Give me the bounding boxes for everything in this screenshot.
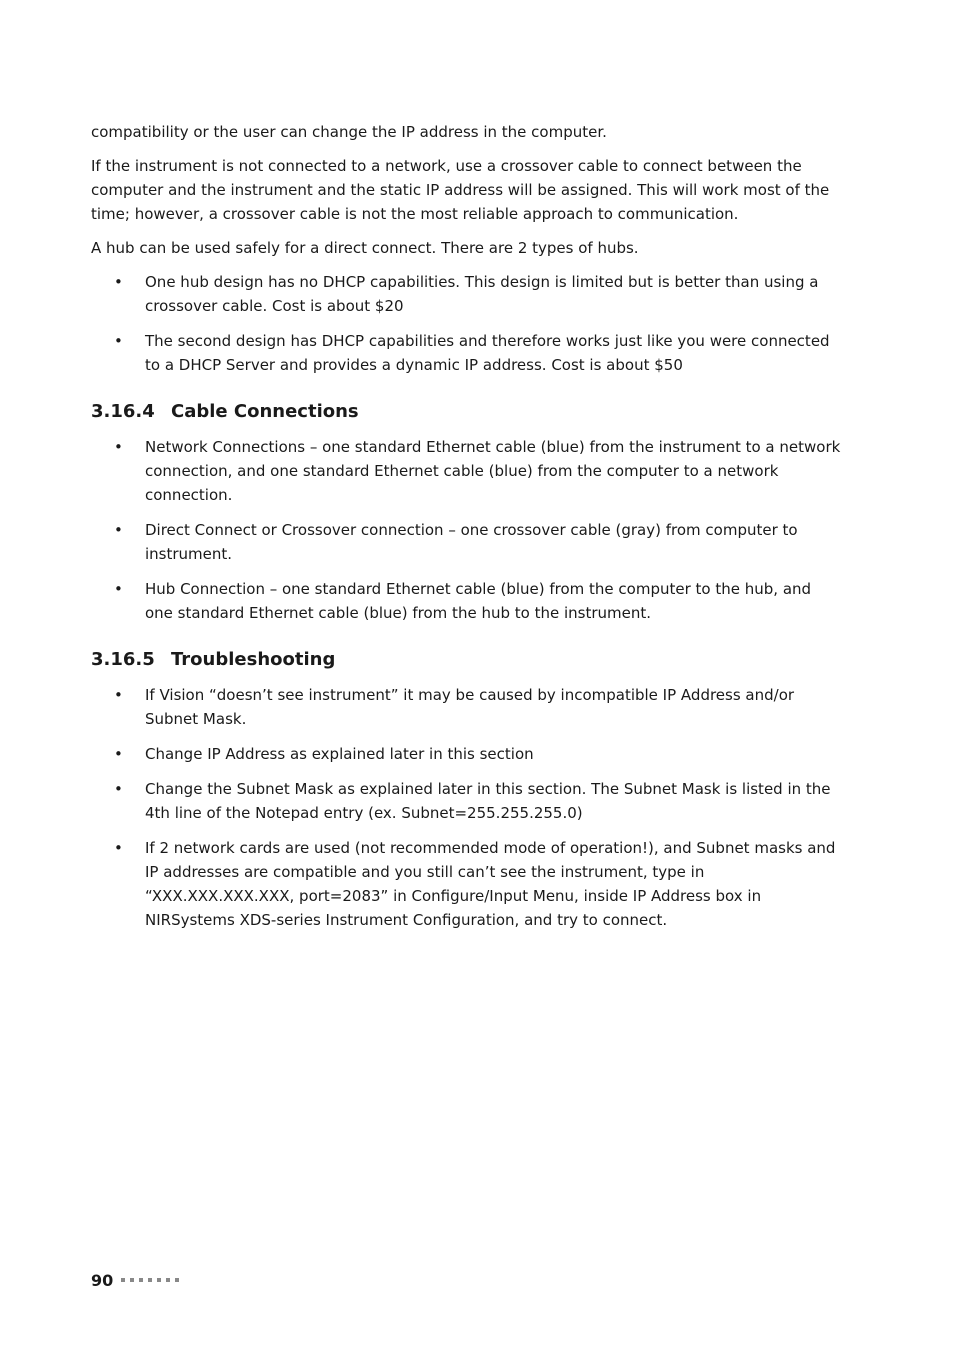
paragraph-ip-compatibility: compatibility or the user can change the IP address in the computer. [91,123,607,141]
bullet-marker: • [114,580,123,598]
list-item-text: Network Connections – one standard Ethernet cable (blue) from the instrument to a network connection, and one standard Ethernet cable (blue) from the computer to a network connection. [145,438,841,504]
section-number: 3.16.5 [91,649,155,670]
footer-dot [148,1278,152,1282]
list-item [91,435,843,507]
hub-types-list [91,270,843,377]
list-item-text: Change the Subnet Mask as explained later in this section. The Subnet Mask is listed in the 4th line of the Notepad entry (ex. Subnet=255.255.255.0) [145,780,831,822]
list-item [91,777,843,825]
list-item [91,518,843,566]
footer-dot [121,1278,125,1282]
list-item [91,683,843,731]
list-item [91,270,843,318]
bullet-marker: • [114,745,123,763]
cable-connections-list [91,435,843,625]
list-item-text: One hub design has no DHCP capabilities. This design is limited but is better than using a crossover cable. Cost is about $20 [145,273,819,315]
list-item-text: Change IP Address as explained later in this section [145,745,534,763]
list-item-text: If Vision “doesn’t see instrument” it may be caused by incompatible IP Address and/or Subnet Mask. [145,686,795,728]
list-item-text: Hub Connection – one standard Ethernet cable (blue) from the computer to the hub, and one standard Ethernet cable (blue) from the hub to the instrument. [145,580,812,622]
bullet-marker: • [114,780,123,798]
bullet-marker: • [114,273,123,291]
bullet-marker: • [114,686,123,704]
footer-dot [166,1278,170,1282]
bullet-marker: • [114,438,123,456]
page-number: 90 [91,1270,114,1290]
page-content [91,120,843,943]
bullet-marker: • [114,521,123,539]
list-item [91,329,843,377]
footer-dots-decoration [121,1278,179,1282]
footer-dot [139,1278,143,1282]
section-number: 3.16.4 [91,401,155,422]
page-footer [91,1268,179,1292]
list-item [91,577,843,625]
section-title: Cable Connections [171,401,359,422]
section-heading-cable-connections [91,399,843,425]
paragraph-hub-intro: A hub can be used safely for a direct connect. There are 2 types of hubs. [91,239,639,257]
list-item [91,742,843,766]
list-item-text: If 2 network cards are used (not recommended mode of operation!), and Subnet masks and IP addresses are compatible and you still can’t see the instrument, type in “XXX.XXX.XXX.XXX, port=2083” in Configure/Input Menu, inside IP Address box in NIRSystems XDS-series Instrument Configuration, and try to connect. [145,839,836,929]
paragraph-crossover-cable: If the instrument is not connected to a network, use a crossover cable to connect between the computer and the instrument and the static IP address will be assigned. This will work most of the time; however, a crossover cable is not the most reliable approach to communication. [91,157,830,223]
list-item-text: Direct Connect or Crossover connection – one crossover cable (gray) from computer to instrument. [145,521,798,563]
footer-dot [130,1278,134,1282]
list-item [91,836,843,932]
section-title: Troubleshooting [171,649,336,670]
list-item-text: The second design has DHCP capabilities and therefore works just like you were connected to a DHCP Server and provides a dynamic IP address. Cost is about $50 [145,332,830,374]
bullet-marker: • [114,332,123,350]
footer-dot [157,1278,161,1282]
troubleshooting-list [91,683,843,932]
bullet-marker: • [114,839,123,857]
section-heading-troubleshooting [91,647,843,673]
footer-dot [175,1278,179,1282]
